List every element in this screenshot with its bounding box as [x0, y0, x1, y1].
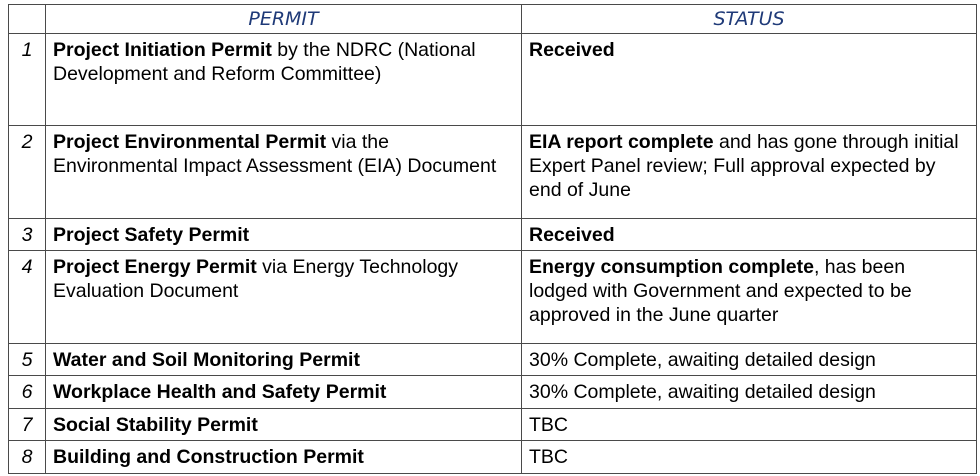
permit-detail: via the Environmental Impact Assessment (EIA) Document: [53, 131, 497, 178]
row-number: 8: [9, 441, 46, 474]
permit-cell: [46, 34, 522, 126]
status-detail: 30% Complete, awaiting detailed design: [529, 381, 876, 404]
status-detail: 30% Complete, awaiting detailed design: [529, 348, 876, 371]
permit-name: Building and Construction Permit: [53, 446, 364, 469]
header-row: [9, 5, 977, 34]
status-detail: and has gone through initial Expert Panel review; Full approval expected by end of June: [529, 131, 959, 202]
status-highlight: Received: [529, 39, 615, 61]
status-cell: [522, 441, 977, 474]
permit-name: Project Safety Permit: [53, 223, 250, 246]
status-cell: [522, 34, 977, 126]
status-highlight: Received: [529, 223, 615, 246]
status-cell: [522, 126, 977, 218]
permit-status-table: [8, 4, 977, 474]
header-permit: PERMIT: [46, 5, 522, 34]
permit-name: Workplace Health and Safety Permit: [53, 381, 387, 404]
row-number: 5: [9, 343, 46, 376]
status-cell: [522, 376, 977, 409]
table-row: [9, 126, 977, 218]
status-cell: [522, 251, 977, 343]
status-cell: [522, 343, 977, 376]
row-number: 2: [9, 126, 46, 218]
table-row: [9, 34, 977, 126]
permit-name: Social Stability Permit: [53, 413, 258, 436]
row-number: 4: [9, 251, 46, 343]
status-cell: [522, 408, 977, 441]
row-number: 6: [9, 376, 46, 409]
header-number: [9, 5, 46, 34]
permit-cell: [46, 408, 522, 441]
status-detail: , has been lodged with Government and expected to be approved in the June quarter: [529, 256, 912, 327]
table-row: [9, 343, 977, 376]
row-number: 7: [9, 408, 46, 441]
table-row: [9, 376, 977, 409]
table-row: [9, 251, 977, 343]
table-row: [9, 441, 977, 474]
permit-cell: [46, 218, 522, 251]
permit-cell: [46, 376, 522, 409]
row-number: 1: [9, 34, 46, 126]
permit-cell: [46, 251, 522, 343]
row-number: 3: [9, 218, 46, 251]
status-detail: TBC: [529, 413, 568, 436]
status-highlight: Energy consumption complete: [529, 256, 814, 279]
status-highlight: EIA report complete: [529, 131, 714, 154]
permit-detail: via Energy Technology Evaluation Document: [53, 256, 459, 303]
permit-cell: [46, 126, 522, 218]
permit-name: Project Initiation Permit: [53, 39, 272, 61]
header-status: STATUS: [522, 5, 977, 34]
status-detail: TBC: [529, 446, 568, 469]
permit-cell: [46, 343, 522, 376]
status-cell: [522, 218, 977, 251]
permit-cell: [46, 441, 522, 474]
table-row: [9, 408, 977, 441]
table-row: [9, 218, 977, 251]
permit-name: Project Energy Permit: [53, 256, 257, 279]
permit-name: Water and Soil Monitoring Permit: [53, 348, 360, 371]
permit-name: Project Environmental Permit: [53, 131, 327, 154]
permit-detail: by the NDRC (National Development and Reform Committee): [53, 39, 476, 85]
